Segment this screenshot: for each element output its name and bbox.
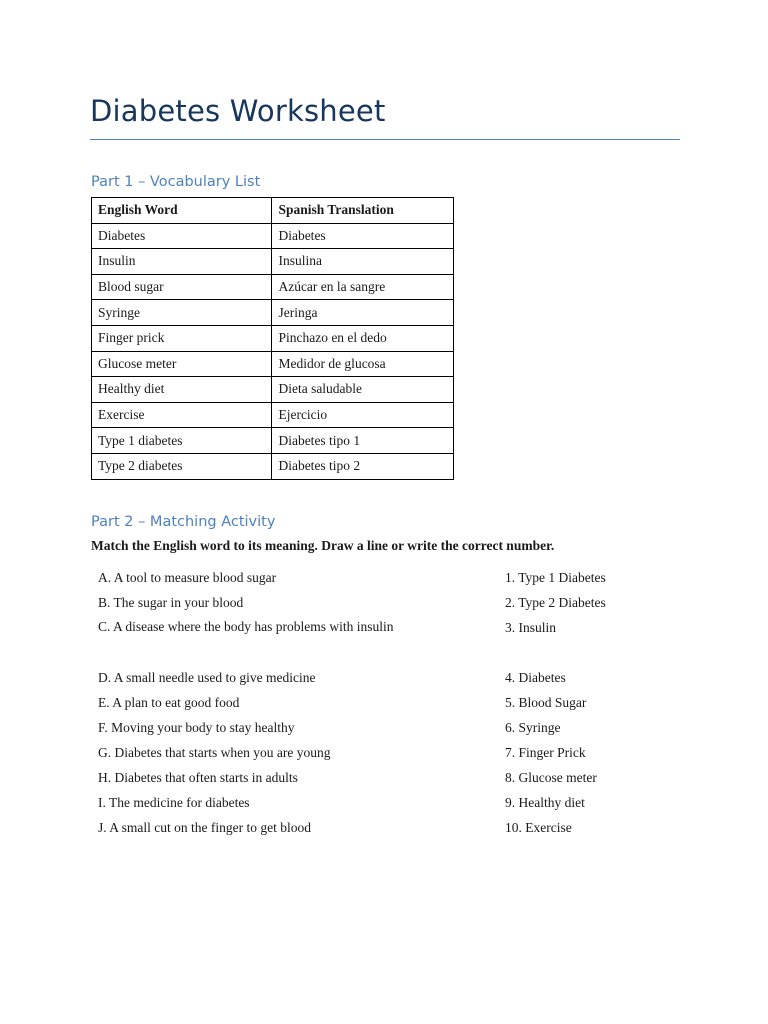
table-row: [92, 223, 454, 249]
part2-heading: Part 2 – Matching Activity: [91, 514, 276, 530]
table-row: [92, 325, 454, 351]
matching-instructions: Match the English word to its meaning. Draw a line or write the correct number.: [91, 538, 555, 553]
english-word-cell: Finger prick: [92, 325, 272, 351]
table-row: [92, 249, 454, 275]
vocabulary-table: [91, 197, 454, 480]
definition-item: J. A small cut on the finger to get blood: [98, 819, 311, 835]
term-item: 10. Exercise: [505, 819, 572, 835]
table-row: [92, 428, 454, 454]
table-row: [92, 300, 454, 326]
definition-item: E. A plan to eat good food: [98, 694, 240, 710]
spanish-translation-cell: Ejercicio: [272, 402, 454, 428]
term-item: 3. Insulin: [505, 620, 557, 635]
spanish-translation-cell: Azúcar en la sangre: [272, 274, 454, 300]
spanish-translation-cell: Insulina: [272, 249, 454, 275]
english-word-cell: Blood sugar: [92, 274, 272, 300]
definition-item: B. The sugar in your blood: [98, 595, 244, 610]
term-item: 5. Blood Sugar: [505, 694, 587, 710]
term-item: 2. Type 2 Diabetes: [505, 595, 606, 610]
table-row: [92, 377, 454, 403]
spanish-translation-cell: Diabetes tipo 1: [272, 428, 454, 454]
title-divider: [90, 139, 680, 140]
english-word-cell: Exercise: [92, 402, 272, 428]
table-row: [92, 453, 454, 479]
table-row: [92, 402, 454, 428]
definition-item: F. Moving your body to stay healthy: [98, 719, 295, 735]
page-title: Diabetes Worksheet: [90, 94, 386, 128]
english-word-cell: Syringe: [92, 300, 272, 326]
spanish-translation-cell: Medidor de glucosa: [272, 351, 454, 377]
definition-item: A. A tool to measure blood sugar: [98, 570, 277, 585]
definition-item: D. A small needle used to give medicine: [98, 669, 316, 685]
spanish-translation-cell: Dieta saludable: [272, 377, 454, 403]
term-item: 8. Glucose meter: [505, 769, 597, 785]
term-item: 1. Type 1 Diabetes: [505, 570, 606, 585]
term-item: 7. Finger Prick: [505, 744, 586, 760]
table-row: [92, 351, 454, 377]
column-header-spanish: Spanish Translation: [272, 198, 454, 224]
term-item: 9. Healthy diet: [505, 794, 585, 810]
english-word-cell: Glucose meter: [92, 351, 272, 377]
spanish-translation-cell: Diabetes: [272, 223, 454, 249]
column-header-english: English Word: [92, 198, 272, 224]
definition-item: G. Diabetes that starts when you are young: [98, 744, 331, 760]
definition-item: C. A disease where the body has problems with insulin: [98, 619, 394, 634]
definitions-list: [98, 565, 398, 840]
definition-item: H. Diabetes that often starts in adults: [98, 769, 298, 785]
english-word-cell: Diabetes: [92, 223, 272, 249]
table-header-row: [92, 198, 454, 224]
english-word-cell: Type 2 diabetes: [92, 453, 272, 479]
english-word-cell: Insulin: [92, 249, 272, 275]
definition-item: I. The medicine for diabetes: [98, 794, 250, 810]
part1-heading: Part 1 – Vocabulary List: [91, 174, 261, 190]
table-row: [92, 274, 454, 300]
term-item: 4. Diabetes: [505, 669, 566, 685]
spanish-translation-cell: Jeringa: [272, 300, 454, 326]
english-word-cell: Healthy diet: [92, 377, 272, 403]
english-word-cell: Type 1 diabetes: [92, 428, 272, 454]
term-item: 6. Syringe: [505, 719, 561, 735]
spanish-translation-cell: Pinchazo en el dedo: [272, 325, 454, 351]
spanish-translation-cell: Diabetes tipo 2: [272, 453, 454, 479]
terms-list: [505, 565, 606, 840]
